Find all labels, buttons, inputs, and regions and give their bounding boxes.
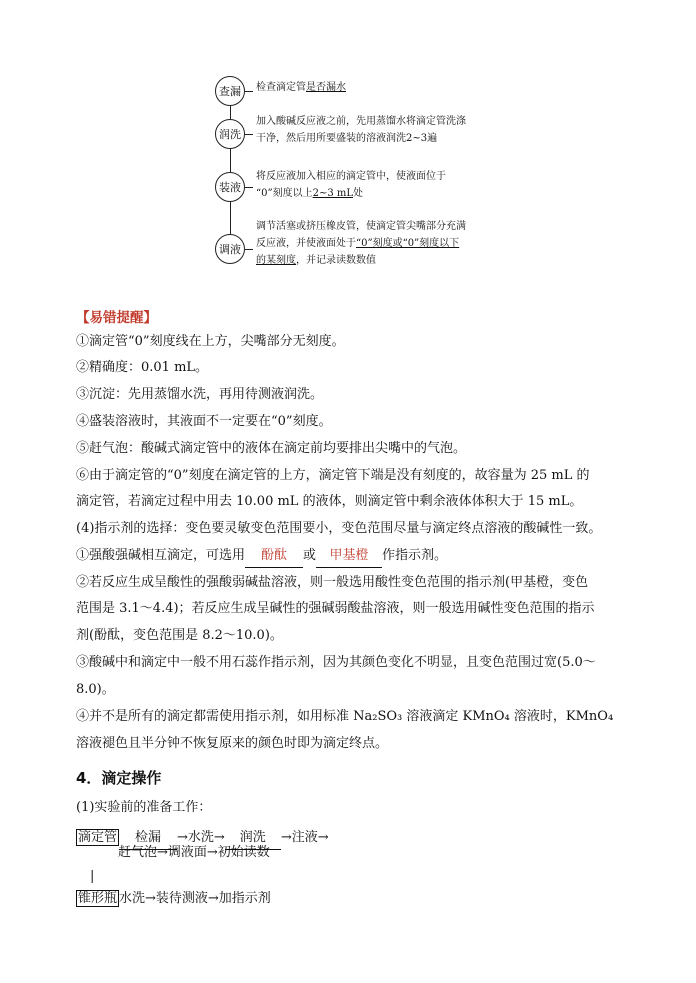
flask-label: 锥形瓶 [78,891,118,906]
diagram-branch-line [245,134,253,135]
diagram-step-circle: 装液 [215,172,245,202]
burette-arrow-2: →注液→ [280,830,329,845]
diagram-branch-line [245,187,253,188]
indicator-line-2-pre: ①强酸强碱相互滴定，可选用 [76,548,246,563]
indicator-line-4: 范围是 3.1～4.4)；若反应生成呈碱性的强碱弱酸盐溶液，则一般选用碱性变色范围的指示 [76,601,595,616]
answer-blank-rinse: 润洗 [225,827,281,850]
indicator-line-3: ②若反应生成呈酸性的强酸弱碱盐溶液，则一般选用酸性变色范围的指示剂(甲基橙，变色 [76,575,589,590]
indicator-line-2-post: 作指示剂。 [382,548,448,563]
section-title: 4．滴定操作 [76,769,162,787]
tip-line-6a: ⑥由于滴定管的“0”刻度在滴定管的上方，滴定管下端是没有刻度的，故容量为 25 mL 的 [76,468,590,483]
diagram-branch-line [245,91,253,92]
diagram-step-description: 调节活塞或挤压橡皮管，使滴定管尖嘴部分充满 反应液，并使液面处于“0”刻度或“0”刻度以下 的某刻度，并记录读数数值 [256,221,466,266]
prep-subtitle: (1)实验前的准备工作： [76,800,212,815]
answer-blank-leak-check: 检漏 [119,827,177,850]
answer-blank-phenolphthalein: 酚酞 [245,545,303,568]
burette-steps-row-2: 赶气泡→调液面→初始读数 [118,845,270,860]
diagram-branch-line [245,249,253,250]
indicator-line-2 [76,545,447,568]
tip-line-2: ②精确度：0.01 mL。 [76,360,209,375]
diagram-step-circle: 润洗 [215,119,245,149]
flask-steps [76,888,271,910]
indicator-line-6: ③酸碱中和滴定中一般不用石蕊作指示剂，因为其颜色变化不明显，且变色范围过宽(5.0～ [76,655,596,670]
indicator-line-7: 8.0)。 [76,682,115,697]
connector-bar: | [90,869,95,884]
indicator-line-1: (4)指示剂的选择：变色要灵敏变色范围要小，变色范围尽量与滴定终点溶液的酸碱性一致。 [76,521,602,536]
diagram-step-description: 检查滴定管是否漏水 [256,82,346,93]
tip-line-6b: 滴定管，若滴定过程中用去 10.00 mL 的液体，则滴定管中剩余液体体积大于 15 mL。 [76,494,583,509]
diagram-step-description: 加入酸碱反应液之前，先用蒸馏水将滴定管洗涤 干净，然后用所要盛装的溶液润洗2~3遍 [256,116,466,144]
indicator-line-8: ④并不是所有的滴定都需使用指示剂，如用标准 Na₂SO₃ 溶液滴定 KMnO₄ 溶液时，KMnO₄ [76,709,614,724]
indicator-line-2-mid: 或 [303,548,317,563]
burette-label: 滴定管 [78,830,118,845]
tips-heading: 【易错提醒】 [76,310,157,326]
diagram-step-circle: 调液 [215,234,245,264]
indicator-line-5: 剂(酚酞，变色范围是 8.2～10.0)。 [76,628,283,643]
indicator-line-9: 溶液褪色且半分钟不恢复原来的颜色时即为滴定终点。 [76,736,389,751]
diagram-step-description: 将反应液加入相应的滴定管中，使液面位于 “0”刻度以上2~3 mL处 [256,171,446,199]
tip-line-4: ④盛装溶液时，其液面不一定要在“0”刻度。 [76,414,332,429]
tip-line-3: ③沉淀：先用蒸馏水洗，再用待测液润洗。 [76,387,324,402]
flask-step-text: 水洗→装待测液→加指示剂 [119,891,271,906]
burette-arrow-1: →水洗→ [177,830,225,845]
tip-line-1: ①滴定管“0”刻度线在上方，尖嘴部分无刻度。 [76,334,345,349]
diagram-step-circle: 查漏 [215,76,245,106]
tip-line-5: ⑤赶气泡：酸碱式滴定管中的液体在滴定前均要排出尖嘴中的气泡。 [76,441,467,456]
answer-blank-methyl-orange: 甲基橙 [316,545,382,568]
